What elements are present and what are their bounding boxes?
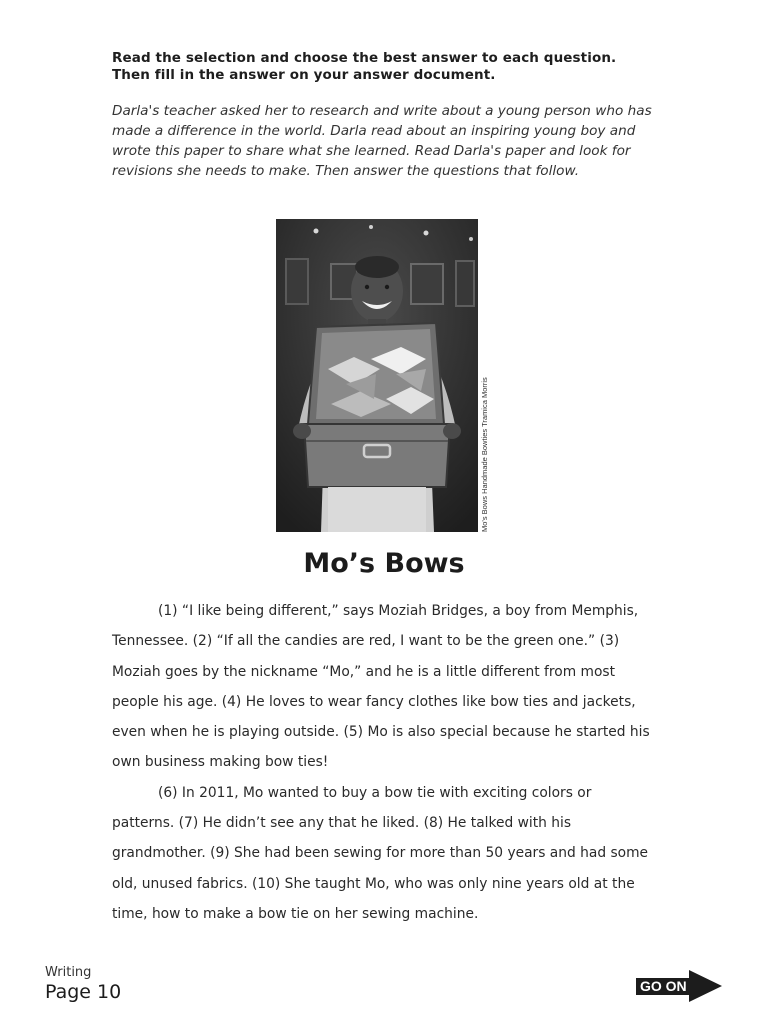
instructions-line-1: Read the selection and choose the best answer to each question. [112,50,617,66]
go-on-arrowhead [689,970,722,1002]
photo-credit [480,352,492,532]
page-number: Page 10 [45,981,122,1003]
photo-boy-with-suitcase [276,219,478,532]
intro-text: Darla's teacher asked her to research and write about a young person who has made a difference in the world. Darla read about an inspiring young boy and wrote this paper to share what she learned. Read Darla's paper and look for revisions she needs to make. Then answer the questions that follow. [112,103,652,179]
article-title: Mo’s Bows [303,548,465,579]
passage [112,596,657,929]
footer-section-label: Writing [45,965,92,980]
instructions [112,50,672,84]
paragraph-1: (1) “I like being different,” says Moziah Bridges, a boy from Memphis, Tennessee. (2) “If all the candies are red, I want to be the green one.” (3) Moziah goes by the nickname “Mo,” and he is a little different from most people his age. (4) He loves to wear fancy clothes like bow ties and jackets, even when he is playing outside. (5) Mo is also special because he started his own business making bow ties! [112,603,650,771]
photo-credit-text: Mo's Bows Handmade Bowties Tramica Morris [480,377,489,532]
go-on-label: GO ON [640,978,687,994]
go-on-arrow-icon [636,970,722,1002]
paragraph-2: (6) In 2011, Mo wanted to buy a bow tie with exciting colors or patterns. (7) He didn’t see any that he liked. (8) He talked with his grandmother. (9) She had been sewing for more than 50 years and had some old, unused fabrics. (10) She taught Mo, who was only nine years old at the time, how to make a bow tie on her sewing machine. [112,784,649,922]
instructions-line-2: Then fill in the answer on your answer document. [112,67,496,83]
